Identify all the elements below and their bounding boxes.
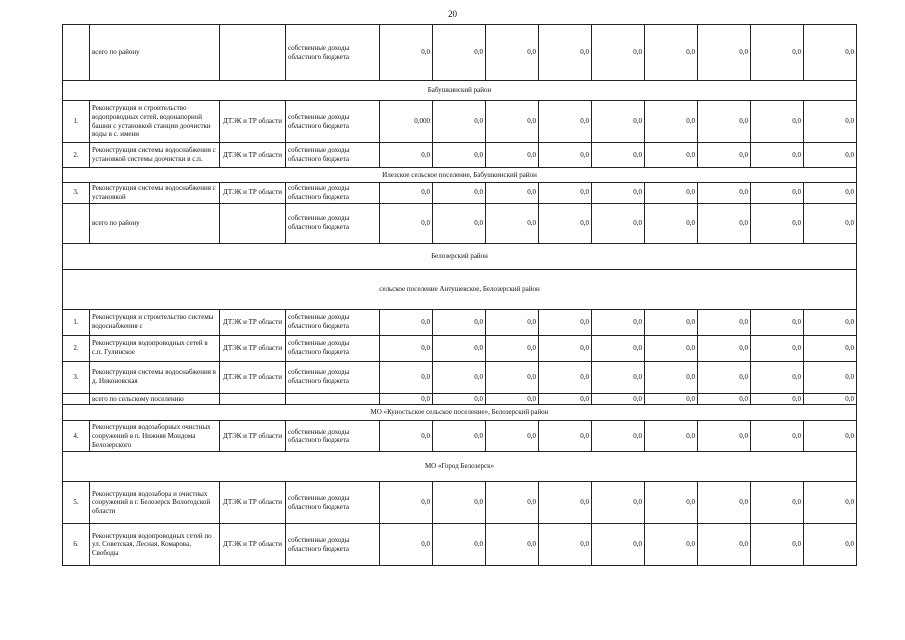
section-row [63,452,857,482]
row-number [63,393,90,405]
table-row [63,524,857,566]
value-cell: 0,0 [486,143,539,168]
project-name: Реконструкция водозабора и очистных сооружений в г. Белозерск Вологодской области [90,482,220,524]
funding-source: собственные доходы областного бюджета [286,361,380,393]
value-cell: 0,0 [433,183,486,204]
value-cell: 0,0 [592,482,645,524]
executor: ДТЭК и ТР области [220,482,286,524]
value-cell: 0,0 [539,183,592,204]
value-cell: 0,0 [645,203,698,243]
section-row [63,405,857,421]
value-cell: 0,0 [486,101,539,143]
project-name: всего по району [90,203,220,243]
value-cell: 0,0 [380,524,433,566]
value-cell: 0,0 [804,393,857,405]
value-cell: 0,0 [592,361,645,393]
project-name: Реконструкция системы водоснабжения в д. Никоновская [90,361,220,393]
project-name: Реконструкция и строительство системы водоснабжения с [90,309,220,335]
value-cell: 0,0 [751,524,804,566]
row-number: 2. [63,143,90,168]
value-cell: 0,0 [645,25,698,81]
funding-source: собственные доходы областного бюджета [286,143,380,168]
value-cell: 0,0 [698,421,751,452]
value-cell: 0,0 [380,361,433,393]
project-name: Реконструкция и строительство водопроводных сетей, водонапорной башни с установкой станции доочистки воды в с. имени [90,101,220,143]
funding-source: собственные доходы областного бюджета [286,482,380,524]
value-cell: 0,0 [751,101,804,143]
funding-source: собственные доходы областного бюджета [286,25,380,81]
executor: ДТЭК и ТР области [220,101,286,143]
section-title: МО «Город Белозерск» [63,452,857,482]
funding-source [286,393,380,405]
section-title: Бабушкинский район [63,81,857,101]
table-row [63,143,857,168]
value-cell: 0,0 [592,421,645,452]
value-cell: 0,0 [486,361,539,393]
value-cell: 0,0 [539,361,592,393]
value-cell: 0,0 [751,203,804,243]
row-number: 3. [63,361,90,393]
value-cell: 0,0 [698,482,751,524]
value-cell: 0,0 [380,335,433,361]
total-label: всего по сельскому поселению [90,393,220,405]
value-cell: 0,0 [645,183,698,204]
value-cell: 0,0 [380,309,433,335]
value-cell: 0,0 [539,335,592,361]
value-cell: 0,0 [486,524,539,566]
value-cell: 0,0 [433,25,486,81]
executor: ДТЭК и ТР области [220,361,286,393]
funding-source: собственные доходы областного бюджета [286,101,380,143]
value-cell: 0,0 [698,25,751,81]
value-cell: 0,0 [698,524,751,566]
value-cell: 0,0 [539,393,592,405]
value-cell: 0,0 [592,143,645,168]
value-cell: 0,0 [486,421,539,452]
section-row [63,269,857,309]
value-cell: 0,0 [486,25,539,81]
section-title: Белозерский район [63,243,857,269]
total-row [63,393,857,405]
table-row [63,183,857,204]
value-cell: 0,0 [486,183,539,204]
value-cell: 0,0 [698,309,751,335]
value-cell: 0,0 [698,361,751,393]
value-cell: 0,0 [804,482,857,524]
value-cell: 0,0 [539,309,592,335]
value-cell: 0,0 [380,393,433,405]
value-cell: 0,0 [645,143,698,168]
value-cell: 0,0 [380,482,433,524]
table-row [63,361,857,393]
value-cell: 0,0 [645,393,698,405]
value-cell: 0,0 [433,203,486,243]
value-cell: 0,0 [698,393,751,405]
table-row [63,482,857,524]
value-cell: 0,000 [380,101,433,143]
section-row [63,243,857,269]
value-cell: 0,0 [645,421,698,452]
value-cell: 0,0 [592,101,645,143]
value-cell: 0,0 [592,309,645,335]
executor: ДТЭК и ТР области [220,335,286,361]
value-cell: 0,0 [433,309,486,335]
value-cell: 0,0 [592,393,645,405]
value-cell: 0,0 [433,393,486,405]
value-cell: 0,0 [645,309,698,335]
value-cell: 0,0 [539,421,592,452]
row-number: 6. [63,524,90,566]
value-cell: 0,0 [698,101,751,143]
table-row [63,203,857,243]
value-cell: 0,0 [592,335,645,361]
value-cell: 0,0 [539,203,592,243]
project-name: Реконструкция водопроводных сетей в с.п. Гулинское [90,335,220,361]
value-cell: 0,0 [592,183,645,204]
table-row [63,421,857,452]
table-row [63,25,857,81]
value-cell: 0,0 [804,421,857,452]
value-cell: 0,0 [380,421,433,452]
row-number: 3. [63,183,90,204]
executor [220,203,286,243]
funding-source: собственные доходы областного бюджета [286,203,380,243]
executor: ДТЭК и ТР области [220,309,286,335]
value-cell: 0,0 [486,393,539,405]
value-cell: 0,0 [804,203,857,243]
row-number [63,25,90,81]
value-cell: 0,0 [645,101,698,143]
value-cell: 0,0 [698,335,751,361]
value-cell: 0,0 [751,143,804,168]
section-title: сельское поселение Антушевское, Белозерский район [63,269,857,309]
row-number [63,203,90,243]
executor [220,393,286,405]
section-title: МО «Куностьское сельское поселение», Белозерский район [63,405,857,421]
value-cell: 0,0 [804,183,857,204]
table-row [63,335,857,361]
value-cell: 0,0 [380,203,433,243]
value-cell: 0,0 [433,143,486,168]
value-cell: 0,0 [645,482,698,524]
value-cell: 0,0 [751,25,804,81]
row-number: 1. [63,101,90,143]
value-cell: 0,0 [486,482,539,524]
value-cell: 0,0 [539,25,592,81]
value-cell: 0,0 [592,524,645,566]
executor: ДТЭК и ТР области [220,421,286,452]
value-cell: 0,0 [592,203,645,243]
funding-source: собственные доходы областного бюджета [286,335,380,361]
value-cell: 0,0 [539,524,592,566]
value-cell: 0,0 [433,361,486,393]
row-number: 1. [63,309,90,335]
value-cell: 0,0 [751,183,804,204]
value-cell: 0,0 [751,335,804,361]
page-number: 20 [448,9,457,19]
value-cell: 0,0 [539,143,592,168]
value-cell: 0,0 [804,335,857,361]
value-cell: 0,0 [380,143,433,168]
value-cell: 0,0 [645,524,698,566]
value-cell: 0,0 [539,101,592,143]
executor: ДТЭК и ТР области [220,183,286,204]
executor [220,25,286,81]
executor: ДТЭК и ТР области [220,143,286,168]
funding-source: собственные доходы областного бюджета [286,309,380,335]
value-cell: 0,0 [698,203,751,243]
row-number: 2. [63,335,90,361]
value-cell: 0,0 [751,309,804,335]
value-cell: 0,0 [486,203,539,243]
funding-source: собственные доходы областного бюджета [286,183,380,204]
value-cell: 0,0 [433,101,486,143]
value-cell: 0,0 [804,25,857,81]
project-name: всего по району [90,25,220,81]
project-name: Реконструкция системы водоснабжения с установкой [90,183,220,204]
section-row [63,81,857,101]
value-cell: 0,0 [751,421,804,452]
project-name: Реконструкция водопроводных сетей по ул. Советская, Лесная, Комарова, Свободы [90,524,220,566]
section-title: Илезское сельское поселение, Бабушкинский район [63,168,857,183]
value-cell: 0,0 [433,421,486,452]
executor: ДТЭК и ТР области [220,524,286,566]
value-cell: 0,0 [486,335,539,361]
value-cell: 0,0 [645,335,698,361]
funding-source: собственные доходы областного бюджета [286,421,380,452]
value-cell: 0,0 [751,361,804,393]
value-cell: 0,0 [645,361,698,393]
value-cell: 0,0 [433,524,486,566]
value-cell: 0,0 [433,482,486,524]
value-cell: 0,0 [539,482,592,524]
value-cell: 0,0 [592,25,645,81]
value-cell: 0,0 [380,25,433,81]
table-row [63,309,857,335]
value-cell: 0,0 [698,183,751,204]
value-cell: 0,0 [698,143,751,168]
value-cell: 0,0 [804,361,857,393]
project-name: Реконструкция системы водоснабжения с установкой системы доочистки в с.п. [90,143,220,168]
value-cell: 0,0 [486,309,539,335]
value-cell: 0,0 [433,335,486,361]
value-cell: 0,0 [804,524,857,566]
section-row [63,168,857,183]
row-number: 5. [63,482,90,524]
value-cell: 0,0 [804,101,857,143]
value-cell: 0,0 [804,309,857,335]
value-cell: 0,0 [380,183,433,204]
value-cell: 0,0 [751,482,804,524]
value-cell: 0,0 [804,143,857,168]
funding-source: собственные доходы областного бюджета [286,524,380,566]
row-number: 4. [63,421,90,452]
value-cell: 0,0 [751,393,804,405]
budget-table [62,24,857,566]
project-name: Реконструкция водозаборных очистных сооружений в п. Нижняя Мондома Белозерского [90,421,220,452]
table-row [63,101,857,143]
